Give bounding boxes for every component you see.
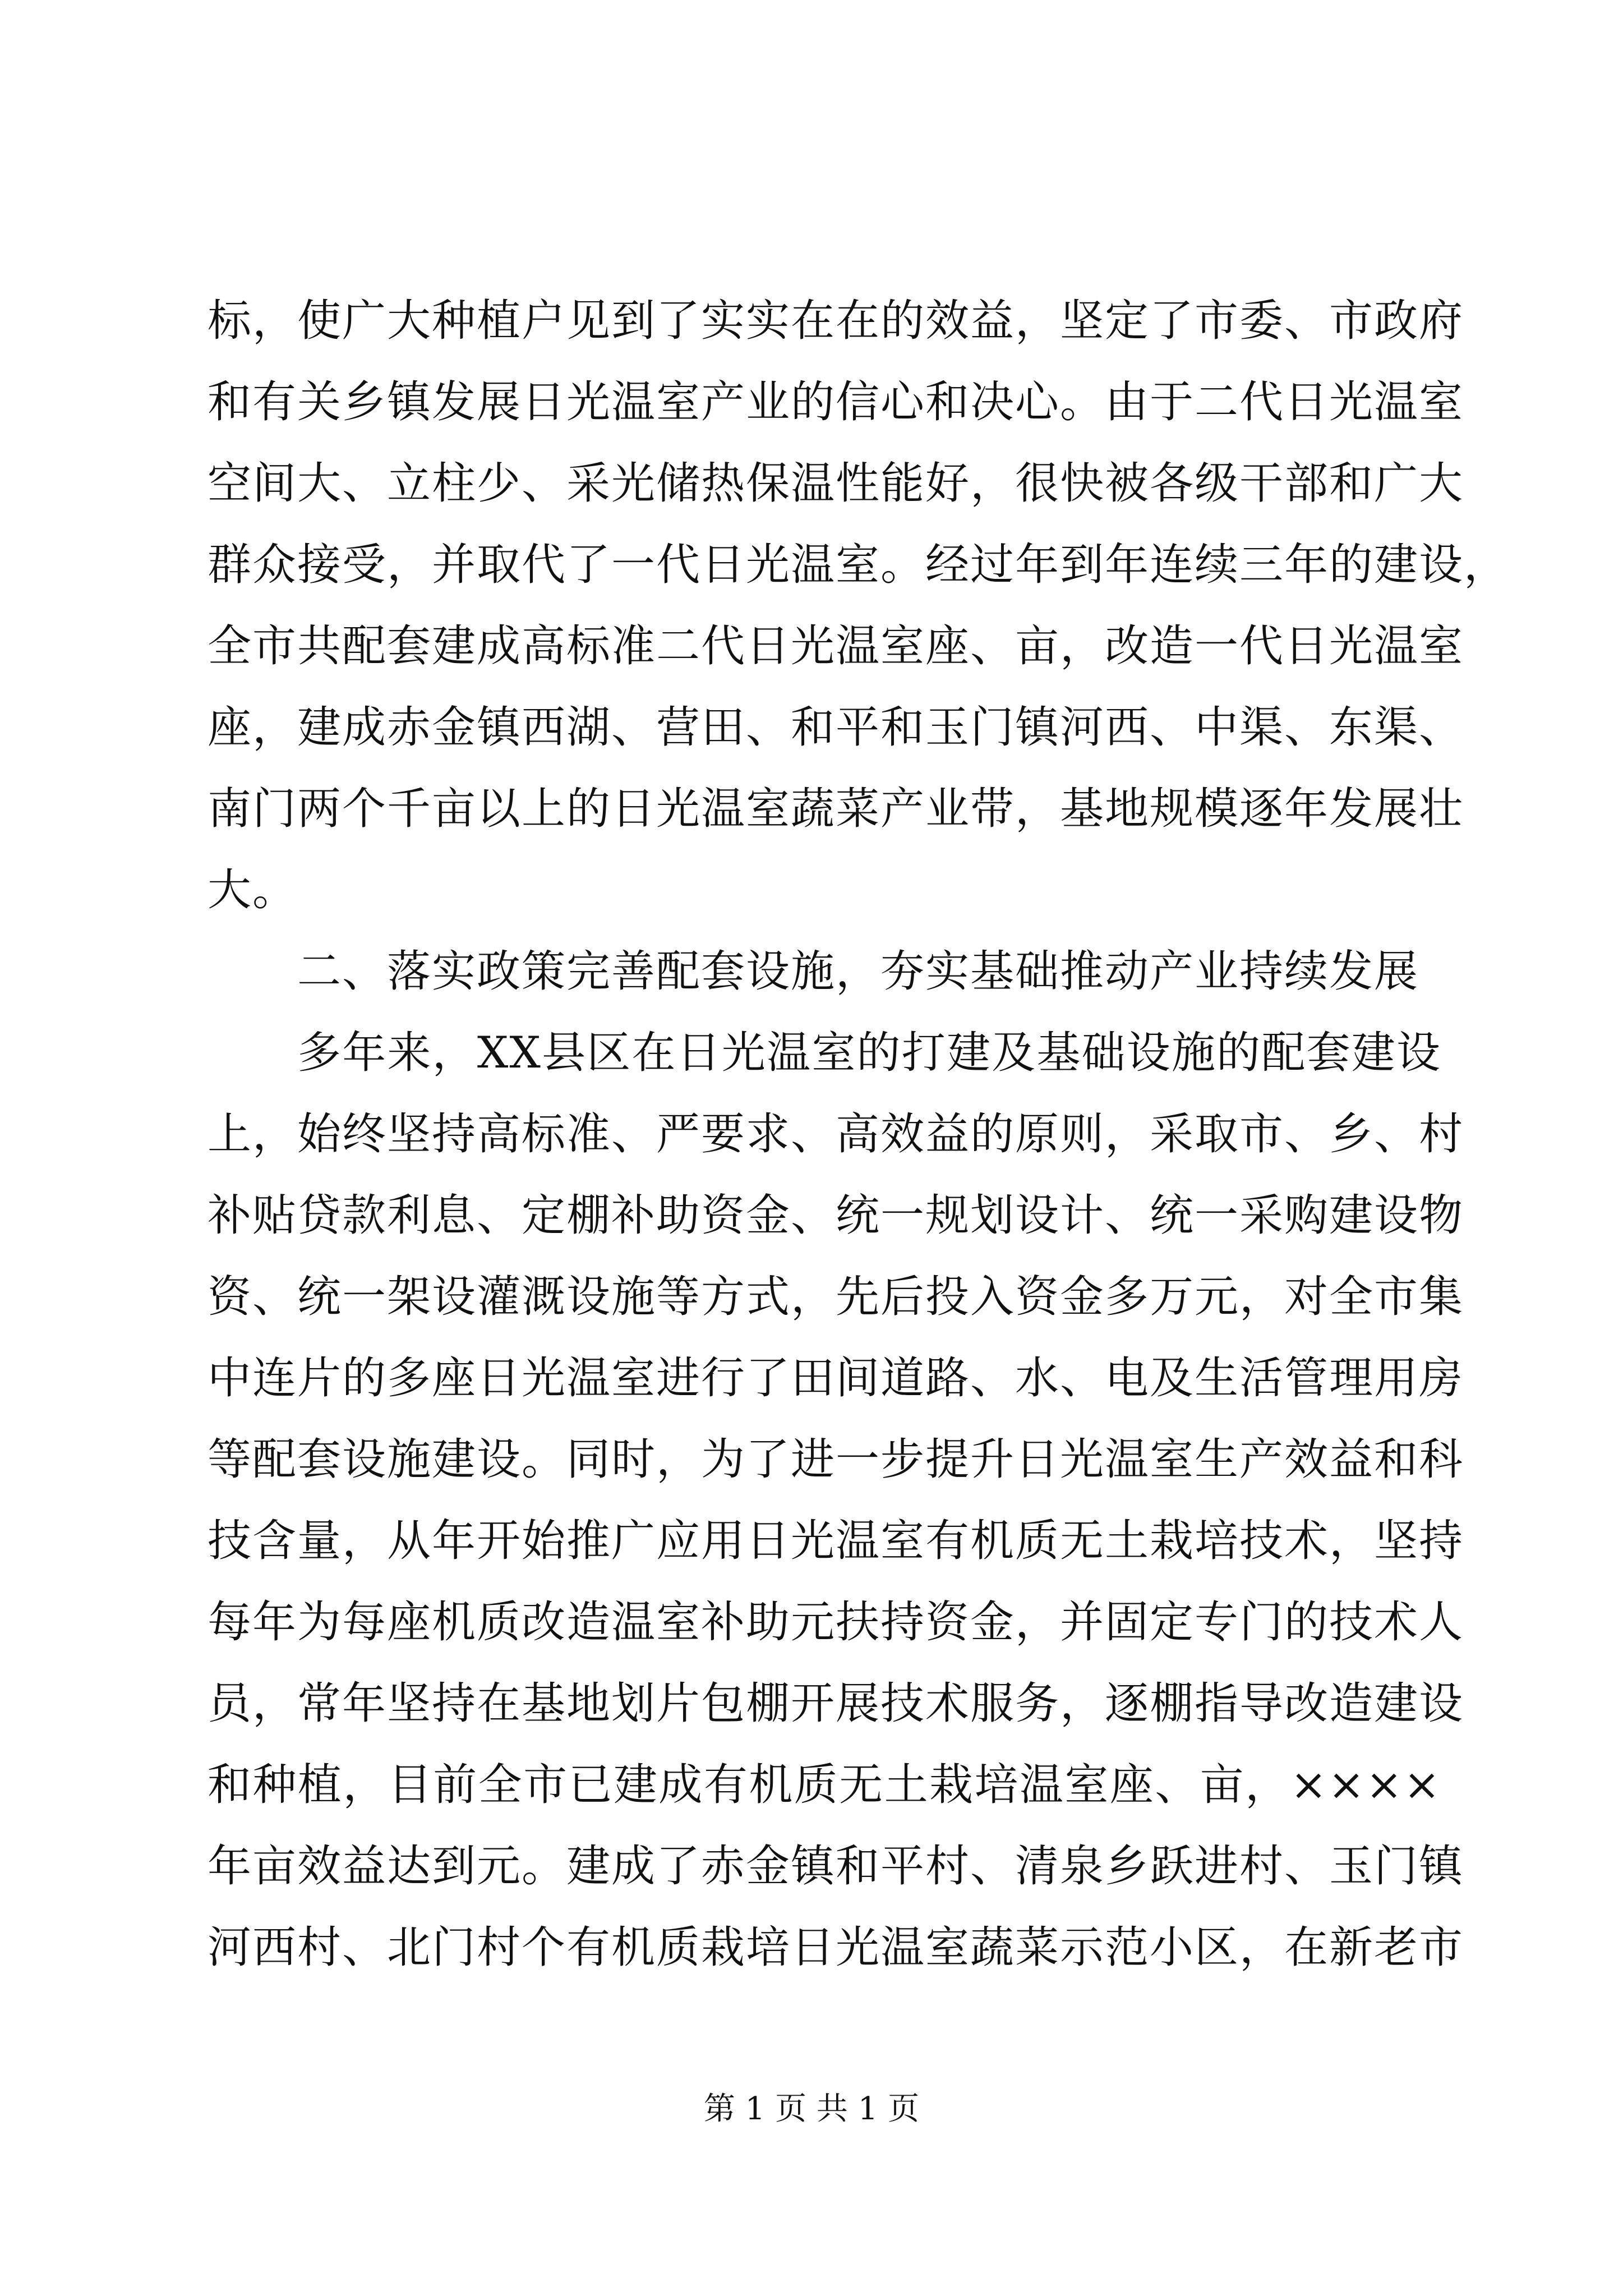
text-line: 全市共配套建成高标准二代日光温室座、亩，改造一代日光温室 bbox=[208, 621, 1464, 671]
text-line: 多年来，XX县区在日光温室的打建及基础设施的配套建设 bbox=[297, 1028, 1441, 1078]
text-line: 中连片的多座日光温室进行了田间道路、水、电及生活管理用房 bbox=[208, 1353, 1464, 1404]
section-heading: 二、落实政策完善配套设施，夯实基础推动产业持续发展 bbox=[297, 946, 1419, 997]
text-line: 员，常年坚持在基地划片包棚开展技术服务，逐棚指导改造建设 bbox=[208, 1678, 1464, 1729]
text-line: 资、统一架设灌溉设施等方式，先后投入资金多万元，对全市集 bbox=[208, 1272, 1464, 1322]
text-line: 南门两个千亩以上的日光温室蔬菜产业带，基地规模逐年发展壮 bbox=[208, 784, 1464, 834]
text-line: 河西村、北门村个有机质栽培日光温室蔬菜示范小区，在新老市 bbox=[208, 1922, 1464, 1973]
text-line: 空间大、立柱少、采光储热保温性能好，很快被各级干部和广大 bbox=[208, 458, 1464, 509]
text-line: 年亩效益达到元。建成了赤金镇和平村、清泉乡跃进村、玉门镇 bbox=[208, 1841, 1464, 1892]
text-line: 补贴贷款利息、定棚补助资金、统一规划设计、统一采购建设物 bbox=[208, 1190, 1464, 1241]
document-body bbox=[208, 280, 1509, 1989]
page-footer: 第 1 页 共 1 页 bbox=[703, 2091, 920, 2127]
text-line: 座，建成赤金镇西湖、营田、和平和玉门镇河西、中渠、东渠、 bbox=[208, 702, 1464, 753]
text-line: 群众接受，并取代了一代日光温室。经过年到年连续三年的建设， bbox=[208, 540, 1509, 590]
text-line: 大。 bbox=[208, 865, 298, 915]
text-line: 技含量，从年开始推广应用日光温室有机质无土栽培技术，坚持 bbox=[208, 1516, 1464, 1566]
text-line: 每年为每座机质改造温室补助元扶持资金，并固定专门的技术人 bbox=[208, 1597, 1464, 1648]
text-line: 等配套设施建设。同时，为了进一步提升日光温室生产效益和科 bbox=[208, 1434, 1464, 1485]
text-line: 标，使广大种植户见到了实实在在的效益，坚定了市委、市政府 bbox=[208, 296, 1464, 346]
text-line: 和有关乡镇发展日光温室产业的信心和决心。由于二代日光温室 bbox=[208, 377, 1464, 427]
text-line: 和种植，目前全市已建成有机质无土栽培温室座、亩，×××× bbox=[208, 1760, 1441, 1810]
text-line: 上，始终坚持高标准、严要求、高效益的原则，采取市、乡、村 bbox=[208, 1109, 1464, 1159]
